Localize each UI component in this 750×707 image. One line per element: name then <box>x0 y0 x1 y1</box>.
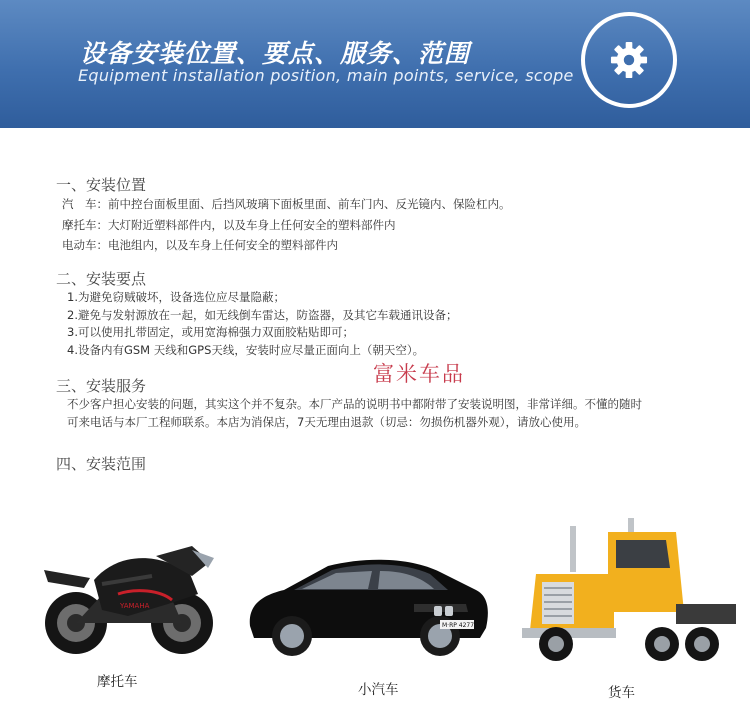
text-line: 可来电话与本厂工程师联系。本店为消保店，7天无理由退款（切忌：勿损伤机器外观），请放心使用。 <box>67 414 587 429</box>
text-line: 4.设备内有GSM 天线和GPS天线，安装时应尽量正面向上（朝天空）。 <box>67 342 425 357</box>
gear-icon <box>610 41 648 79</box>
text-line: 2.避免与发射源放在一起，如无线倒车雷达，防盗器，及其它车载通讯设备； <box>67 307 458 322</box>
text-line: 不少客户担心安装的问题，其实这个并不复杂。本厂产品的说明书中都附带了安装说明图，非常详细。不懂的随时 <box>67 397 642 411</box>
text-line: 摩托车：大灯附近塑料部件内，以及车身上任何安全的塑料部件内 <box>62 217 396 232</box>
text-line: 1.为避免窃贼破坏，设备选位应尽量隐蔽； <box>67 290 285 304</box>
section-install-position <box>56 174 511 255</box>
banner-title: 设备安装位置、要点、服务、范围 <box>80 39 471 68</box>
section-install-service <box>56 375 642 431</box>
car-label: 小汽车 <box>358 682 399 698</box>
section-heading: 三、安装服务 <box>56 377 147 395</box>
text-line: 汽 车：前中控台面板里面、后挡风玻璃下面板里面、前车门内、反光镜内、保险杠内。 <box>62 197 511 211</box>
motorcycle-brand: YAMAHA <box>120 602 150 610</box>
text-line: 3.可以使用扎带固定，或用宽海棉强力双面胶粘贴即可； <box>67 325 354 339</box>
section-install-points <box>56 268 457 359</box>
car-image <box>244 546 492 662</box>
section-heading: 一、安装位置 <box>56 176 147 194</box>
header-banner <box>0 0 750 128</box>
motorcycle-image <box>32 530 218 658</box>
truck-label: 货车 <box>608 685 635 701</box>
shop-watermark: 富米车品 <box>373 362 465 386</box>
truck-image <box>516 512 744 672</box>
motorcycle-label: 摩托车 <box>97 674 138 690</box>
car-plate: M·RP 4277 <box>442 622 475 629</box>
text-line: 电动车：电池组内，以及车身上任何安全的塑料部件内 <box>62 238 338 252</box>
section-heading: 四、安装范围 <box>56 455 147 473</box>
gear-badge <box>581 12 677 108</box>
section-heading: 二、安装要点 <box>56 270 147 288</box>
section-install-scope <box>56 453 146 474</box>
banner-subtitle: Equipment installation position, main points, service, scope <box>78 66 574 85</box>
